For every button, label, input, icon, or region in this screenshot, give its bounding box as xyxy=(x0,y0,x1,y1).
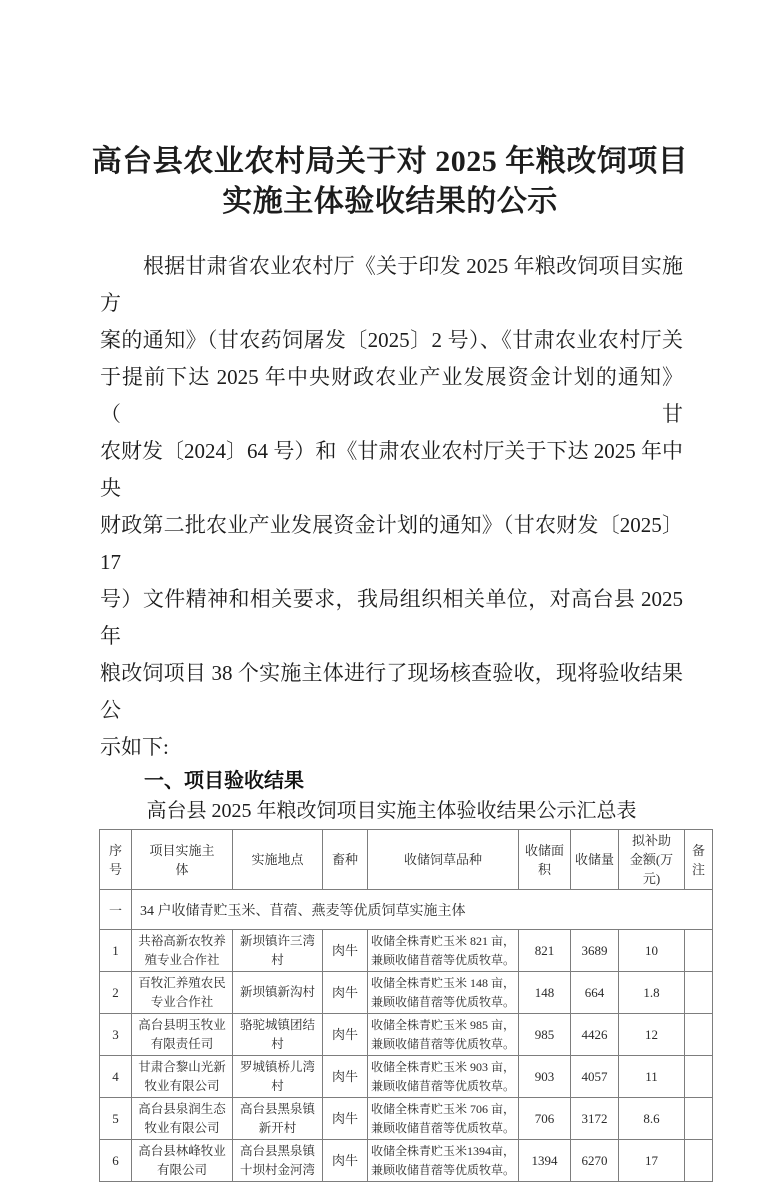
cell-entity: 共裕高新农牧养殖专业合作社 xyxy=(132,930,233,972)
cell-seq: 4 xyxy=(100,1056,132,1098)
cell-entity: 高台县泉润生态牧业有限公司 xyxy=(132,1098,233,1140)
cell-entity: 甘肃合黎山光新牧业有限公司 xyxy=(132,1056,233,1098)
table-row xyxy=(100,1056,713,1098)
cell-area: 903 xyxy=(519,1056,571,1098)
column-header-area: 收储面积 xyxy=(519,830,571,890)
cell-entity: 高台县林峰牧业有限公司 xyxy=(132,1140,233,1182)
cell-breed: 肉牛 xyxy=(323,972,368,1014)
column-header-amount: 收储量 xyxy=(571,830,619,890)
cell-amount: 3172 xyxy=(571,1098,619,1140)
table-title: 高台县 2025 年粮改饲项目实施主体验收结果公示汇总表 xyxy=(146,800,637,822)
cell-forage: 收储全株青贮玉米1394亩，兼顾收储苜蓿等优质牧草。 xyxy=(368,1140,519,1182)
cell-note xyxy=(685,972,713,1014)
cell-subsidy: 11 xyxy=(619,1056,685,1098)
cell-breed: 肉牛 xyxy=(323,1014,368,1056)
section-row-index: 一 xyxy=(100,890,132,930)
cell-amount: 4426 xyxy=(571,1014,619,1056)
cell-note xyxy=(685,1140,713,1182)
column-header-forage: 收储饲草品种 xyxy=(368,830,519,890)
paragraph-line: 财政第二批农业产业发展资金计划的通知》（甘农财发〔2025〕17 xyxy=(100,513,683,574)
paragraph-line: 根据甘肃省农业农村厅《关于印发 2025 年粮改饲项目实施方 xyxy=(100,254,683,315)
cell-forage: 收储全株青贮玉米 148 亩，兼顾收储苜蓿等优质牧草。 xyxy=(368,972,519,1014)
paragraph-line: 粮改饲项目 38 个实施主体进行了现场核查验收，现将验收结果公 xyxy=(100,661,683,722)
column-header-note: 备注 xyxy=(685,830,713,890)
cell-breed: 肉牛 xyxy=(323,930,368,972)
cell-area: 148 xyxy=(519,972,571,1014)
table-row xyxy=(100,1014,713,1056)
cell-breed: 肉牛 xyxy=(323,1098,368,1140)
cell-seq: 5 xyxy=(100,1098,132,1140)
paragraph-line: 示如下: xyxy=(100,735,169,759)
table-row xyxy=(100,1098,713,1140)
cell-location: 高台县黑泉镇十坝村金河湾 xyxy=(233,1140,323,1182)
column-header-subsidy: 拟补助金额(万元) xyxy=(619,830,685,890)
cell-seq: 1 xyxy=(100,930,132,972)
cell-location: 骆驼城镇团结村 xyxy=(233,1014,323,1056)
table-row xyxy=(100,930,713,972)
cell-seq: 2 xyxy=(100,972,132,1014)
cell-amount: 3689 xyxy=(571,930,619,972)
document-title xyxy=(90,142,690,222)
cell-amount: 664 xyxy=(571,972,619,1014)
cell-note xyxy=(685,1056,713,1098)
cell-forage: 收储全株青贮玉米 821 亩，兼顾收储苜蓿等优质牧草。 xyxy=(368,930,519,972)
column-header-entity: 项目实施主体 xyxy=(132,830,233,890)
paragraph-line: 案的通知》（甘农药饲屠发〔2025〕2 号）、《甘肃农业农村厅关 xyxy=(100,328,683,352)
cell-subsidy: 10 xyxy=(619,930,685,972)
section-row-label: 34 户收储青贮玉米、苜蓿、燕麦等优质饲草实施主体 xyxy=(132,890,713,930)
paragraph-line: 农财发〔2024〕64 号）和《甘肃农业农村厅关于下达 2025 年中央 xyxy=(100,439,683,500)
cell-seq: 6 xyxy=(100,1140,132,1182)
cell-entity: 百牧汇养殖农民专业合作社 xyxy=(132,972,233,1014)
paragraph-line: 于提前下达 2025 年中央财政农业产业发展资金计划的通知》（甘 xyxy=(100,365,683,426)
cell-location: 新坝镇新沟村 xyxy=(233,972,323,1014)
column-header-seq: 序号 xyxy=(100,830,132,890)
cell-location: 高台县黑泉镇新开村 xyxy=(233,1098,323,1140)
column-header-location: 实施地点 xyxy=(233,830,323,890)
cell-breed: 肉牛 xyxy=(323,1056,368,1098)
table-row xyxy=(100,972,713,1014)
cell-area: 821 xyxy=(519,930,571,972)
cell-breed: 肉牛 xyxy=(323,1140,368,1182)
cell-location: 新坝镇许三湾村 xyxy=(233,930,323,972)
cell-subsidy: 1.8 xyxy=(619,972,685,1014)
cell-area: 706 xyxy=(519,1098,571,1140)
table-section-row xyxy=(100,890,713,930)
cell-note xyxy=(685,930,713,972)
cell-entity: 高台县明玉牧业有限责任司 xyxy=(132,1014,233,1056)
paragraph-line: 号）文件精神和相关要求，我局组织相关单位，对高台县 2025 年 xyxy=(100,587,683,648)
cell-forage: 收储全株青贮玉米 985 亩，兼顾收储苜蓿等优质牧草。 xyxy=(368,1014,519,1056)
cell-forage: 收储全株青贮玉米 903 亩，兼顾收储苜蓿等优质牧草。 xyxy=(368,1056,519,1098)
cell-amount: 4057 xyxy=(571,1056,619,1098)
cell-area: 985 xyxy=(519,1014,571,1056)
document-title-line1: 高台县农业农村局关于对 2025 年粮改饲项目 xyxy=(91,145,689,178)
cell-note xyxy=(685,1014,713,1056)
document-title-line2: 实施主体验收结果的公示 xyxy=(222,185,558,218)
body-paragraph xyxy=(100,248,683,766)
cell-area: 1394 xyxy=(519,1140,571,1182)
cell-subsidy: 17 xyxy=(619,1140,685,1182)
cell-forage: 收储全株青贮玉米 706 亩，兼顾收储苜蓿等优质牧草。 xyxy=(368,1098,519,1140)
results-table xyxy=(99,829,713,1182)
cell-amount: 6270 xyxy=(571,1140,619,1182)
table-header-row xyxy=(100,830,713,890)
table-row xyxy=(100,1140,713,1182)
section-heading: 一、项目验收结果 xyxy=(144,770,304,792)
cell-location: 罗城镇桥儿湾村 xyxy=(233,1056,323,1098)
cell-seq: 3 xyxy=(100,1014,132,1056)
column-header-breed: 畜种 xyxy=(323,830,368,890)
cell-subsidy: 8.6 xyxy=(619,1098,685,1140)
cell-note xyxy=(685,1098,713,1140)
cell-subsidy: 12 xyxy=(619,1014,685,1056)
